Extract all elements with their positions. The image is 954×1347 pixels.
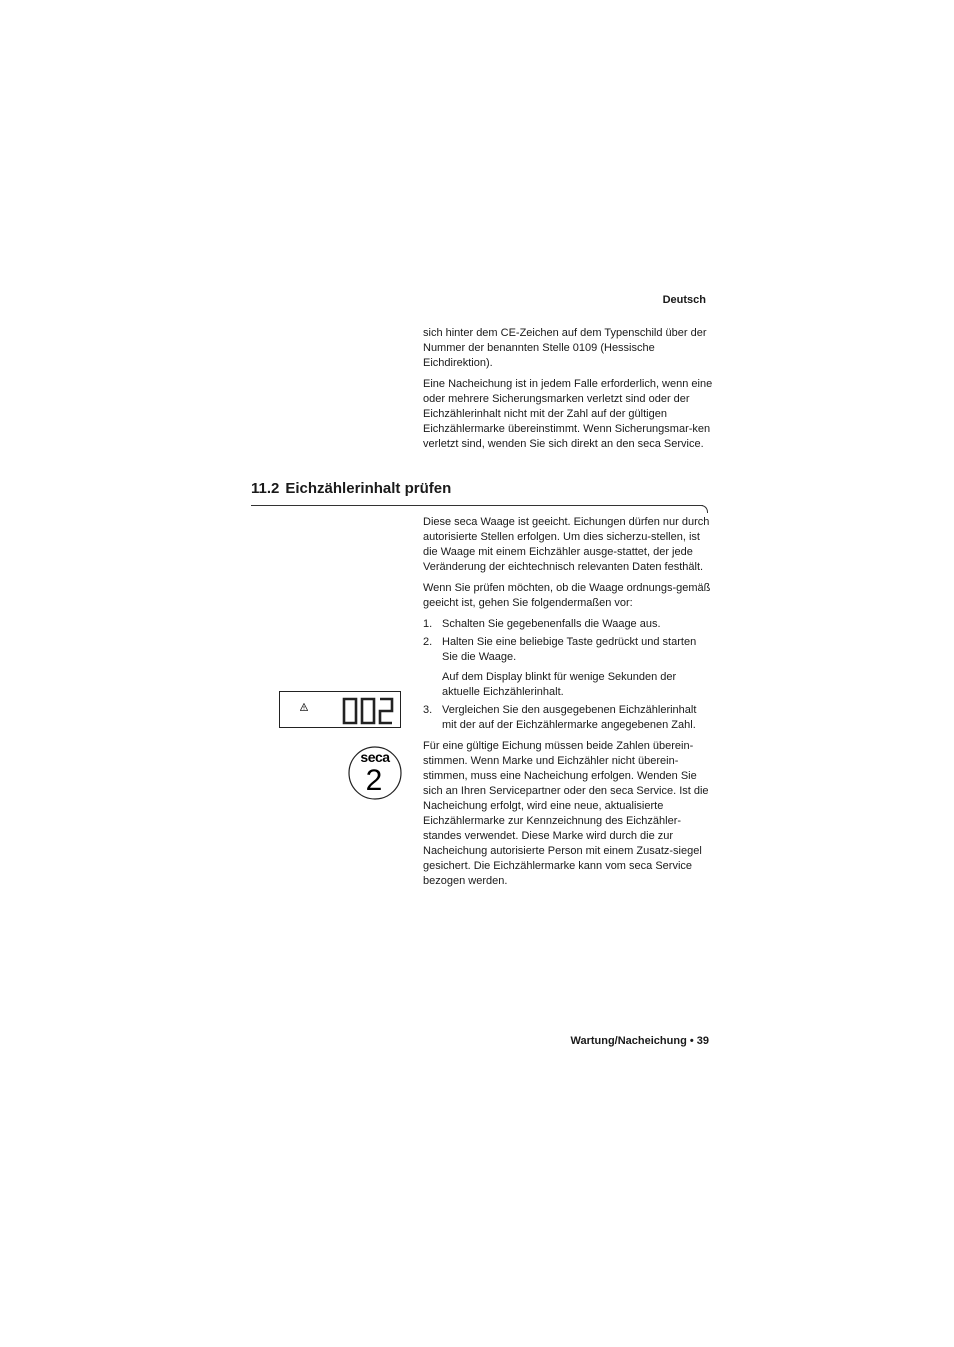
intro-paragraph-1: sich hinter dem CE-Zeichen auf dem Typenschild über der Nummer der benannten Stelle 0109 (Hessische Eichdirektion).	[423, 327, 707, 369]
list-item	[423, 617, 713, 632]
section-title: Eichzählerinhalt prüfen	[285, 480, 452, 497]
warning-icon	[300, 703, 308, 711]
section-paragraph-3: Für eine gültige Eichung müssen beide Zahlen überein-stimmen. Wenn Marke und Eichzähler nicht überein-stimmen, muss eine Nacheichung erfolgen. Wenden Sie sich an Ihren Servicepartner oder den seca Service. Ist die Nacheichung erfolgt, wird eine neue, aktualisierte Eichzählermarke zur Kennzeichnung des Eichzähler-standes verwendet. Diese Marke wird durch die zur Nacheichung autorisierte Person mit einem Zusatz-siegel gesichert. Die Eichzählermarke kann vom seca Service bezogen werden.	[423, 740, 709, 887]
list-item	[423, 635, 713, 700]
section-paragraph-1: Diese seca Waage ist geeicht. Eichungen dürfen nur durch autorisierte Stellen erfolgen. Um dies sicherzu-stellen, ist die Waage mit einem Eichzähler ausge-stattet, der jede Veränderung der eichtechnisch relevanten Daten festhält.	[423, 516, 710, 573]
step-text: Vergleichen Sie den ausgegebenen Eichzählerinhalt mit der auf der Eichzählermarke angegebenen Zahl.	[442, 704, 697, 731]
section-paragraph-2: Wenn Sie prüfen möchten, ob die Waage ordnungs-gemäß geeicht ist, gehen Sie folgendermaßen vor:	[423, 582, 711, 609]
scale-display	[279, 691, 401, 728]
steps-list	[423, 617, 713, 733]
step-number: 2.	[423, 636, 433, 648]
intro-text	[423, 326, 713, 458]
seal-brand: seca	[360, 749, 390, 765]
seal-number: 2	[365, 764, 383, 797]
step-number: 1.	[423, 618, 433, 630]
step-number: 3.	[423, 704, 433, 716]
counter-digits	[342, 697, 394, 725]
calibration-seal	[347, 743, 403, 801]
language-label: Deutsch	[662, 294, 706, 306]
intro-paragraph-2: Eine Nacheichung ist in jedem Falle erforderlich, wenn eine oder mehrere Sicherungsmarken verletzt sind oder der Eichzählerinhalt nicht mit der Zahl auf der gültigen Eichzählermarke übereinstimmt. Wenn Sicherungsmar-ken verletzt sind, wenden Sie sich direkt an den seca Service.	[423, 378, 713, 450]
section-rule	[251, 505, 703, 506]
page-footer: Wartung/Nacheichung • 39	[570, 1035, 709, 1047]
section-number: 11.2	[251, 480, 280, 497]
step-text: Schalten Sie gegebenenfalls die Waage aus.	[442, 618, 661, 630]
list-item	[423, 703, 713, 733]
step-text: Halten Sie eine beliebige Taste gedrückt und starten Sie die Waage.	[442, 636, 697, 663]
section-rule-corner	[699, 505, 708, 513]
section-body	[423, 515, 713, 895]
step-note: Auf dem Display blinkt für wenige Sekunden der aktuelle Eichzählerinhalt.	[442, 671, 677, 698]
section-heading	[251, 480, 451, 497]
